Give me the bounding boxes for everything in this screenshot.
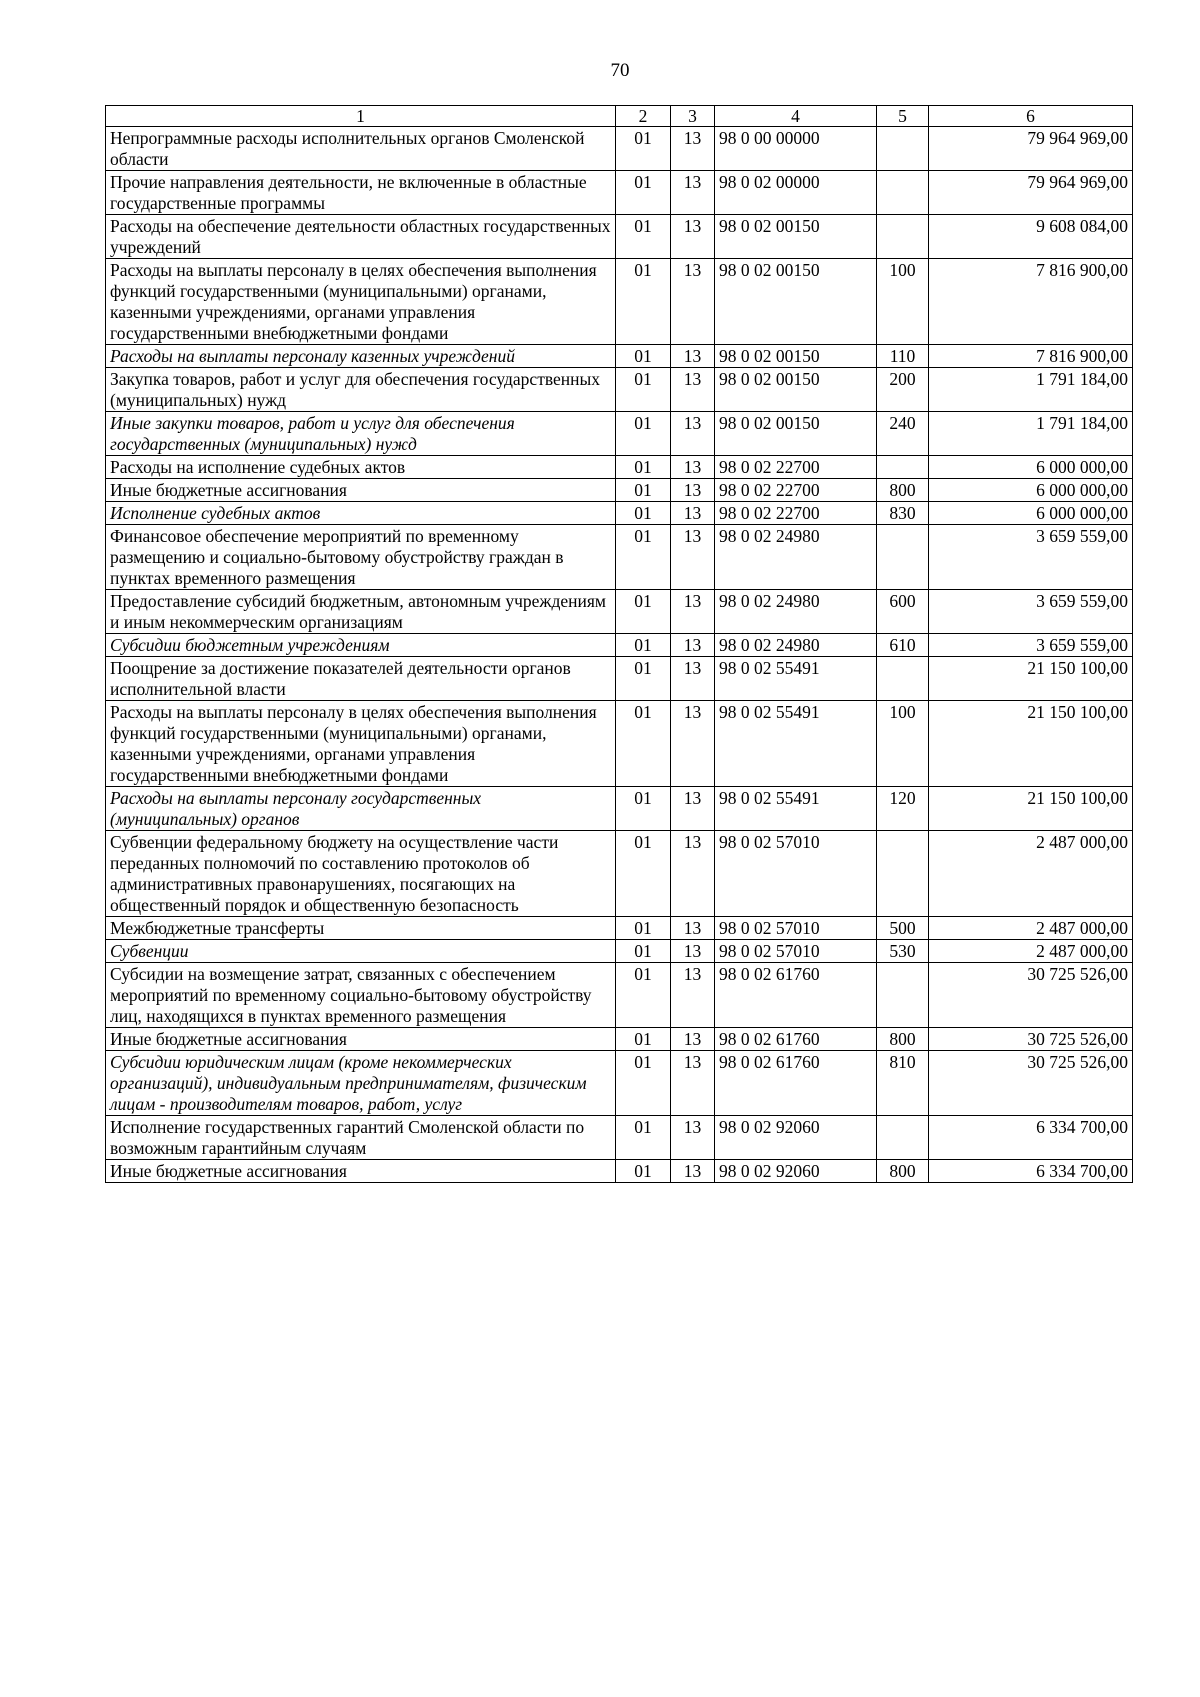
header-col-4: 4 <box>715 106 877 127</box>
subsection-code-cell: 13 <box>671 456 715 479</box>
amount-cell: 1 791 184,00 <box>929 412 1133 456</box>
target-article-cell: 98 0 02 24980 <box>715 525 877 590</box>
row-name-cell: Расходы на выплаты персоналу в целях обеспечения выполнения функций государственными (муниципальными) органами, казенными учреждениями, органами управления государственными внебюджетными фондами <box>106 259 616 345</box>
table-row <box>106 1160 1133 1183</box>
row-name-cell: Иные бюджетные ассигнования <box>106 479 616 502</box>
table-row <box>106 634 1133 657</box>
expense-type-cell: 600 <box>877 590 929 634</box>
section-code-cell: 01 <box>616 368 671 412</box>
subsection-code-cell: 13 <box>671 525 715 590</box>
target-article-cell: 98 0 02 00150 <box>715 368 877 412</box>
table-row <box>106 259 1133 345</box>
target-article-cell: 98 0 02 61760 <box>715 1051 877 1116</box>
subsection-code-cell: 13 <box>671 917 715 940</box>
subsection-code-cell: 13 <box>671 787 715 831</box>
amount-cell: 2 487 000,00 <box>929 940 1133 963</box>
amount-cell: 6 000 000,00 <box>929 479 1133 502</box>
header-col-1: 1 <box>106 106 616 127</box>
table-row <box>106 917 1133 940</box>
section-code-cell: 01 <box>616 171 671 215</box>
target-article-cell: 98 0 02 24980 <box>715 590 877 634</box>
row-name-cell: Иные закупки товаров, работ и услуг для обеспечения государственных (муниципальных) нужд <box>106 412 616 456</box>
target-article-cell: 98 0 02 24980 <box>715 634 877 657</box>
expense-type-cell: 800 <box>877 1160 929 1183</box>
section-code-cell: 01 <box>616 657 671 701</box>
subsection-code-cell: 13 <box>671 171 715 215</box>
target-article-cell: 98 0 02 92060 <box>715 1116 877 1160</box>
row-name-cell: Расходы на выплаты персоналу казенных учреждений <box>106 345 616 368</box>
table-row <box>106 1028 1133 1051</box>
expense-type-cell: 100 <box>877 259 929 345</box>
subsection-code-cell: 13 <box>671 634 715 657</box>
header-col-6: 6 <box>929 106 1133 127</box>
budget-table <box>105 105 1133 1183</box>
target-article-cell: 98 0 02 55491 <box>715 701 877 787</box>
row-name-cell: Поощрение за достижение показателей деятельности органов исполнительной власти <box>106 657 616 701</box>
section-code-cell: 01 <box>616 1028 671 1051</box>
section-code-cell: 01 <box>616 456 671 479</box>
amount-cell: 79 964 969,00 <box>929 171 1133 215</box>
table-row <box>106 127 1133 171</box>
amount-cell: 30 725 526,00 <box>929 1051 1133 1116</box>
section-code-cell: 01 <box>616 1160 671 1183</box>
expense-type-cell: 800 <box>877 1028 929 1051</box>
target-article-cell: 98 0 02 22700 <box>715 502 877 525</box>
target-article-cell: 98 0 02 92060 <box>715 1160 877 1183</box>
table-row <box>106 479 1133 502</box>
expense-type-cell <box>877 456 929 479</box>
subsection-code-cell: 13 <box>671 590 715 634</box>
section-code-cell: 01 <box>616 345 671 368</box>
section-code-cell: 01 <box>616 590 671 634</box>
header-row <box>106 106 1133 127</box>
amount-cell: 30 725 526,00 <box>929 1028 1133 1051</box>
row-name-cell: Иные бюджетные ассигнования <box>106 1028 616 1051</box>
expense-type-cell: 100 <box>877 701 929 787</box>
section-code-cell: 01 <box>616 525 671 590</box>
page-number: 70 <box>610 60 630 81</box>
section-code-cell: 01 <box>616 787 671 831</box>
table-row <box>106 412 1133 456</box>
target-article-cell: 98 0 02 00150 <box>715 412 877 456</box>
amount-cell: 9 608 084,00 <box>929 215 1133 259</box>
section-code-cell: 01 <box>616 831 671 917</box>
table-row <box>106 368 1133 412</box>
target-article-cell: 98 0 00 00000 <box>715 127 877 171</box>
amount-cell: 6 000 000,00 <box>929 502 1133 525</box>
target-article-cell: 98 0 02 22700 <box>715 479 877 502</box>
amount-cell: 3 659 559,00 <box>929 525 1133 590</box>
table-row <box>106 345 1133 368</box>
target-article-cell: 98 0 02 61760 <box>715 1028 877 1051</box>
row-name-cell: Исполнение судебных актов <box>106 502 616 525</box>
row-name-cell: Расходы на выплаты персоналу в целях обеспечения выполнения функций государственными (муниципальными) органами, казенными учреждениями, органами управления государственными внебюджетными фондами <box>106 701 616 787</box>
target-article-cell: 98 0 02 00000 <box>715 171 877 215</box>
subsection-code-cell: 13 <box>671 831 715 917</box>
amount-cell: 2 487 000,00 <box>929 917 1133 940</box>
section-code-cell: 01 <box>616 701 671 787</box>
section-code-cell: 01 <box>616 917 671 940</box>
table-row <box>106 657 1133 701</box>
amount-cell: 79 964 969,00 <box>929 127 1133 171</box>
header-col-5: 5 <box>877 106 929 127</box>
table-row <box>106 1116 1133 1160</box>
table-row <box>106 963 1133 1028</box>
subsection-code-cell: 13 <box>671 368 715 412</box>
row-name-cell: Межбюджетные трансферты <box>106 917 616 940</box>
table-row <box>106 940 1133 963</box>
amount-cell: 2 487 000,00 <box>929 831 1133 917</box>
subsection-code-cell: 13 <box>671 412 715 456</box>
row-name-cell: Финансовое обеспечение мероприятий по временному размещению и социально-бытовому обустройству граждан в пунктах временного размещения <box>106 525 616 590</box>
expense-type-cell: 830 <box>877 502 929 525</box>
amount-cell: 6 000 000,00 <box>929 456 1133 479</box>
table-row <box>106 171 1133 215</box>
target-article-cell: 98 0 02 00150 <box>715 215 877 259</box>
expense-type-cell <box>877 1116 929 1160</box>
amount-cell: 7 816 900,00 <box>929 345 1133 368</box>
expense-type-cell <box>877 963 929 1028</box>
amount-cell: 21 150 100,00 <box>929 657 1133 701</box>
amount-cell: 3 659 559,00 <box>929 634 1133 657</box>
subsection-code-cell: 13 <box>671 657 715 701</box>
amount-cell: 6 334 700,00 <box>929 1116 1133 1160</box>
row-name-cell: Субвенции <box>106 940 616 963</box>
target-article-cell: 98 0 02 61760 <box>715 963 877 1028</box>
section-code-cell: 01 <box>616 127 671 171</box>
amount-cell: 7 816 900,00 <box>929 259 1133 345</box>
row-name-cell: Субсидии бюджетным учреждениям <box>106 634 616 657</box>
expense-type-cell: 110 <box>877 345 929 368</box>
target-article-cell: 98 0 02 00150 <box>715 259 877 345</box>
row-name-cell: Субсидии юридическим лицам (кроме некоммерческих организаций), индивидуальным предпринимателям, физическим лицам - производителям товаров, работ, услуг <box>106 1051 616 1116</box>
amount-cell: 6 334 700,00 <box>929 1160 1133 1183</box>
expense-type-cell <box>877 127 929 171</box>
row-name-cell: Закупка товаров, работ и услуг для обеспечения государственных (муниципальных) нужд <box>106 368 616 412</box>
expense-type-cell <box>877 831 929 917</box>
section-code-cell: 01 <box>616 215 671 259</box>
expense-type-cell: 240 <box>877 412 929 456</box>
expense-type-cell: 200 <box>877 368 929 412</box>
section-code-cell: 01 <box>616 412 671 456</box>
target-article-cell: 98 0 02 57010 <box>715 940 877 963</box>
expense-type-cell <box>877 657 929 701</box>
subsection-code-cell: 13 <box>671 1116 715 1160</box>
section-code-cell: 01 <box>616 963 671 1028</box>
section-code-cell: 01 <box>616 940 671 963</box>
subsection-code-cell: 13 <box>671 479 715 502</box>
target-article-cell: 98 0 02 57010 <box>715 917 877 940</box>
expense-type-cell: 500 <box>877 917 929 940</box>
header-col-2: 2 <box>616 106 671 127</box>
subsection-code-cell: 13 <box>671 345 715 368</box>
row-name-cell: Расходы на исполнение судебных актов <box>106 456 616 479</box>
table-row <box>106 1051 1133 1116</box>
table-row <box>106 787 1133 831</box>
table-row <box>106 456 1133 479</box>
header-col-3: 3 <box>671 106 715 127</box>
table-row <box>106 215 1133 259</box>
row-name-cell: Расходы на обеспечение деятельности областных государственных учреждений <box>106 215 616 259</box>
row-name-cell: Иные бюджетные ассигнования <box>106 1160 616 1183</box>
subsection-code-cell: 13 <box>671 963 715 1028</box>
row-name-cell: Расходы на выплаты персоналу государственных (муниципальных) органов <box>106 787 616 831</box>
expense-type-cell: 530 <box>877 940 929 963</box>
table-row <box>106 525 1133 590</box>
expense-type-cell: 800 <box>877 479 929 502</box>
subsection-code-cell: 13 <box>671 1160 715 1183</box>
subsection-code-cell: 13 <box>671 215 715 259</box>
amount-cell: 21 150 100,00 <box>929 701 1133 787</box>
subsection-code-cell: 13 <box>671 1051 715 1116</box>
row-name-cell: Прочие направления деятельности, не включенные в областные государственные программы <box>106 171 616 215</box>
expense-type-cell: 810 <box>877 1051 929 1116</box>
row-name-cell: Субвенции федеральному бюджету на осуществление части переданных полномочий по составлению протоколов об административных правонарушениях, посягающих на общественный порядок и общественную безопасность <box>106 831 616 917</box>
section-code-cell: 01 <box>616 259 671 345</box>
target-article-cell: 98 0 02 55491 <box>715 787 877 831</box>
amount-cell: 3 659 559,00 <box>929 590 1133 634</box>
expense-type-cell <box>877 215 929 259</box>
expense-type-cell: 610 <box>877 634 929 657</box>
row-name-cell: Предоставление субсидий бюджетным, автономным учреждениям и иным некоммерческим организациям <box>106 590 616 634</box>
expense-type-cell: 120 <box>877 787 929 831</box>
section-code-cell: 01 <box>616 1116 671 1160</box>
target-article-cell: 98 0 02 57010 <box>715 831 877 917</box>
table-body <box>106 127 1133 1183</box>
amount-cell: 1 791 184,00 <box>929 368 1133 412</box>
amount-cell: 30 725 526,00 <box>929 963 1133 1028</box>
expense-type-cell <box>877 525 929 590</box>
table-row <box>106 701 1133 787</box>
section-code-cell: 01 <box>616 479 671 502</box>
subsection-code-cell: 13 <box>671 701 715 787</box>
row-name-cell: Субсидии на возмещение затрат, связанных с обеспечением мероприятий по временному социально-бытовому обустройству лиц, находящихся в пунктах временного размещения <box>106 963 616 1028</box>
section-code-cell: 01 <box>616 502 671 525</box>
section-code-cell: 01 <box>616 634 671 657</box>
subsection-code-cell: 13 <box>671 127 715 171</box>
table-row <box>106 590 1133 634</box>
table-row <box>106 502 1133 525</box>
target-article-cell: 98 0 02 55491 <box>715 657 877 701</box>
section-code-cell: 01 <box>616 1051 671 1116</box>
subsection-code-cell: 13 <box>671 940 715 963</box>
subsection-code-cell: 13 <box>671 502 715 525</box>
row-name-cell: Исполнение государственных гарантий Смоленской области по возможным гарантийным случаям <box>106 1116 616 1160</box>
subsection-code-cell: 13 <box>671 259 715 345</box>
target-article-cell: 98 0 02 22700 <box>715 456 877 479</box>
expense-type-cell <box>877 171 929 215</box>
amount-cell: 21 150 100,00 <box>929 787 1133 831</box>
row-name-cell: Непрограммные расходы исполнительных органов Смоленской области <box>106 127 616 171</box>
target-article-cell: 98 0 02 00150 <box>715 345 877 368</box>
subsection-code-cell: 13 <box>671 1028 715 1051</box>
table-row <box>106 831 1133 917</box>
